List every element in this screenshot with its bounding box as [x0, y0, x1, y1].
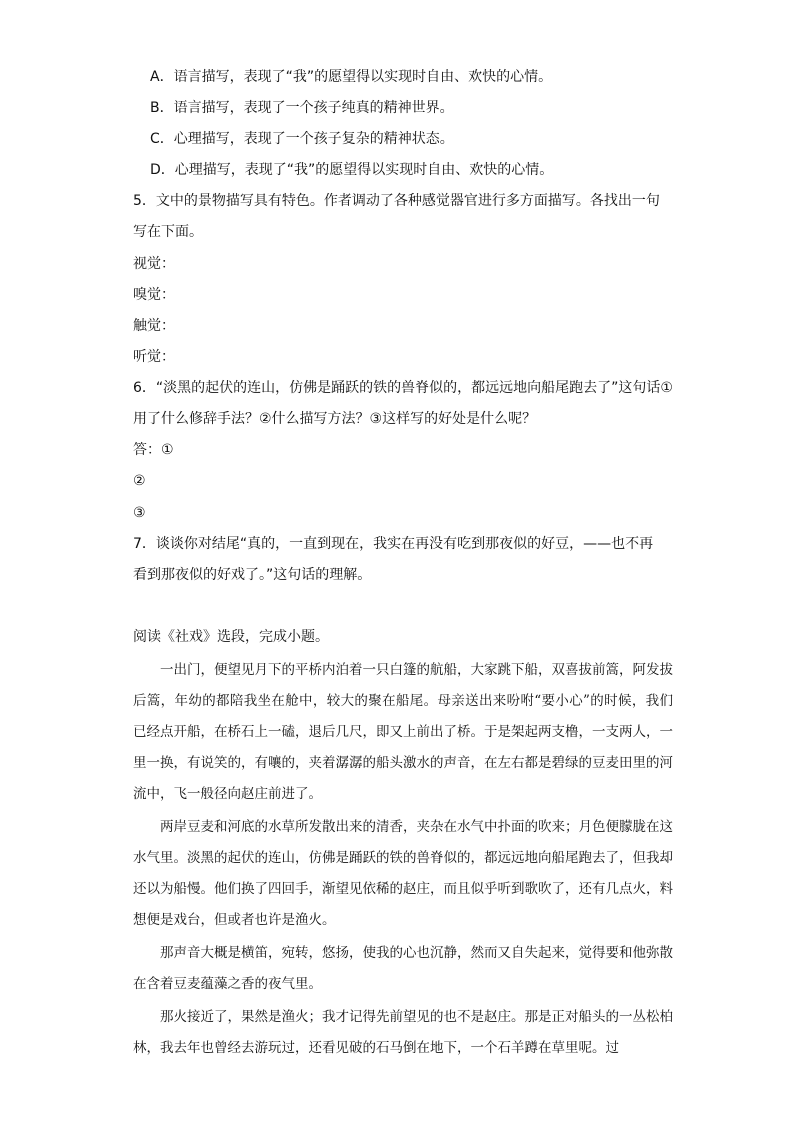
question-5-line-1: 5．文中的景物描写具有特色。作者调动了各种感觉器官进行多方面描写。各找出一句: [133, 193, 660, 209]
answer-2: ②: [133, 473, 146, 489]
sense-smell: 嗅觉：: [133, 287, 175, 303]
question-6-line-2: 用了什么修辞手法？②什么描写方法？③这样写的好处是什么呢？: [133, 411, 537, 427]
answer-1: 答：①: [133, 442, 174, 458]
option-a: A．语言描写，表现了“我”的愿望得以实现时自由、欢快的心情。: [150, 69, 553, 85]
question-5-line-2: 写在下面。: [133, 224, 203, 240]
sense-touch: 触觉：: [133, 318, 175, 334]
passage-paragraph-4: 那火接近了，果然是渔火；我才记得先前望见的也不是赵庄。那是正对船头的一丛松柏林，我去年也曾经去游玩过，还看见破的石马倒在地下，一个石羊蹲在草里呢。过: [133, 1009, 673, 1056]
question-7-line-1: 7．谈谈你对结尾“真的，一直到现在，我实在再没有吃到那夜似的好豆，——也不再: [133, 536, 654, 552]
option-b: B．语言描写，表现了一个孩子纯真的精神世界。: [150, 100, 454, 116]
question-6-line-1: 6．“淡黑的起伏的连山，仿佛是踊跃的铁的兽脊似的，都远远地向船尾跑去了”这句话①: [133, 380, 673, 396]
reading-passage: [133, 655, 673, 1066]
question-7-line-2: 看到那夜似的好戏了。”这句话的理解。: [133, 567, 372, 583]
option-d: D．心理描写，表现了“我”的愿望得以实现时自由、欢快的心情。: [150, 162, 554, 178]
answer-3: ③: [133, 505, 146, 521]
option-c: C．心理描写，表现了一个孩子复杂的精神状态。: [150, 131, 454, 147]
passage-paragraph-2: 两岸豆麦和河底的水草所发散出来的清香，夹杂在水气中扑面的吹来；月色便朦胧在这水气里。淡黑的起伏的连山，仿佛是踊跃的铁的兽脊似的，都远远地向船尾跑去了，但我却还以为船慢。他们换了四回手，渐望见依稀的赵庄，而且似乎听到歌吹了，还有几点火，料想便是戏台，但或者也许是渔火。: [133, 819, 673, 928]
sense-hearing: 听觉：: [133, 349, 175, 365]
reading-intro: 阅读《社戏》选段，完成小题。: [133, 629, 329, 645]
passage-paragraph-3: 那声音大概是横笛，宛转，悠扬，使我的心也沉静，然而又自失起来，觉得要和他弥散在含着豆麦蕴藻之香的夜气里。: [133, 945, 673, 992]
passage-paragraph-1: 一出门，便望见月下的平桥内泊着一只白篷的航船，大家跳下船，双喜拔前篙，阿发拔后篙，年幼的都陪我坐在舱中，较大的聚在船尾。母亲送出来吩咐“要小心”的时候，我们已经点开船，在桥石上一磕，退后几尺，即又上前出了桥。于是架起两支橹，一支两人，一里一换，有说笑的，有嚷的，夹着潺潺的船头激水的声音，在左右都是碧绿的豆麦田里的河流中，飞一般径向赵庄前进了。: [133, 662, 673, 802]
sense-visual: 视觉：: [133, 256, 175, 272]
